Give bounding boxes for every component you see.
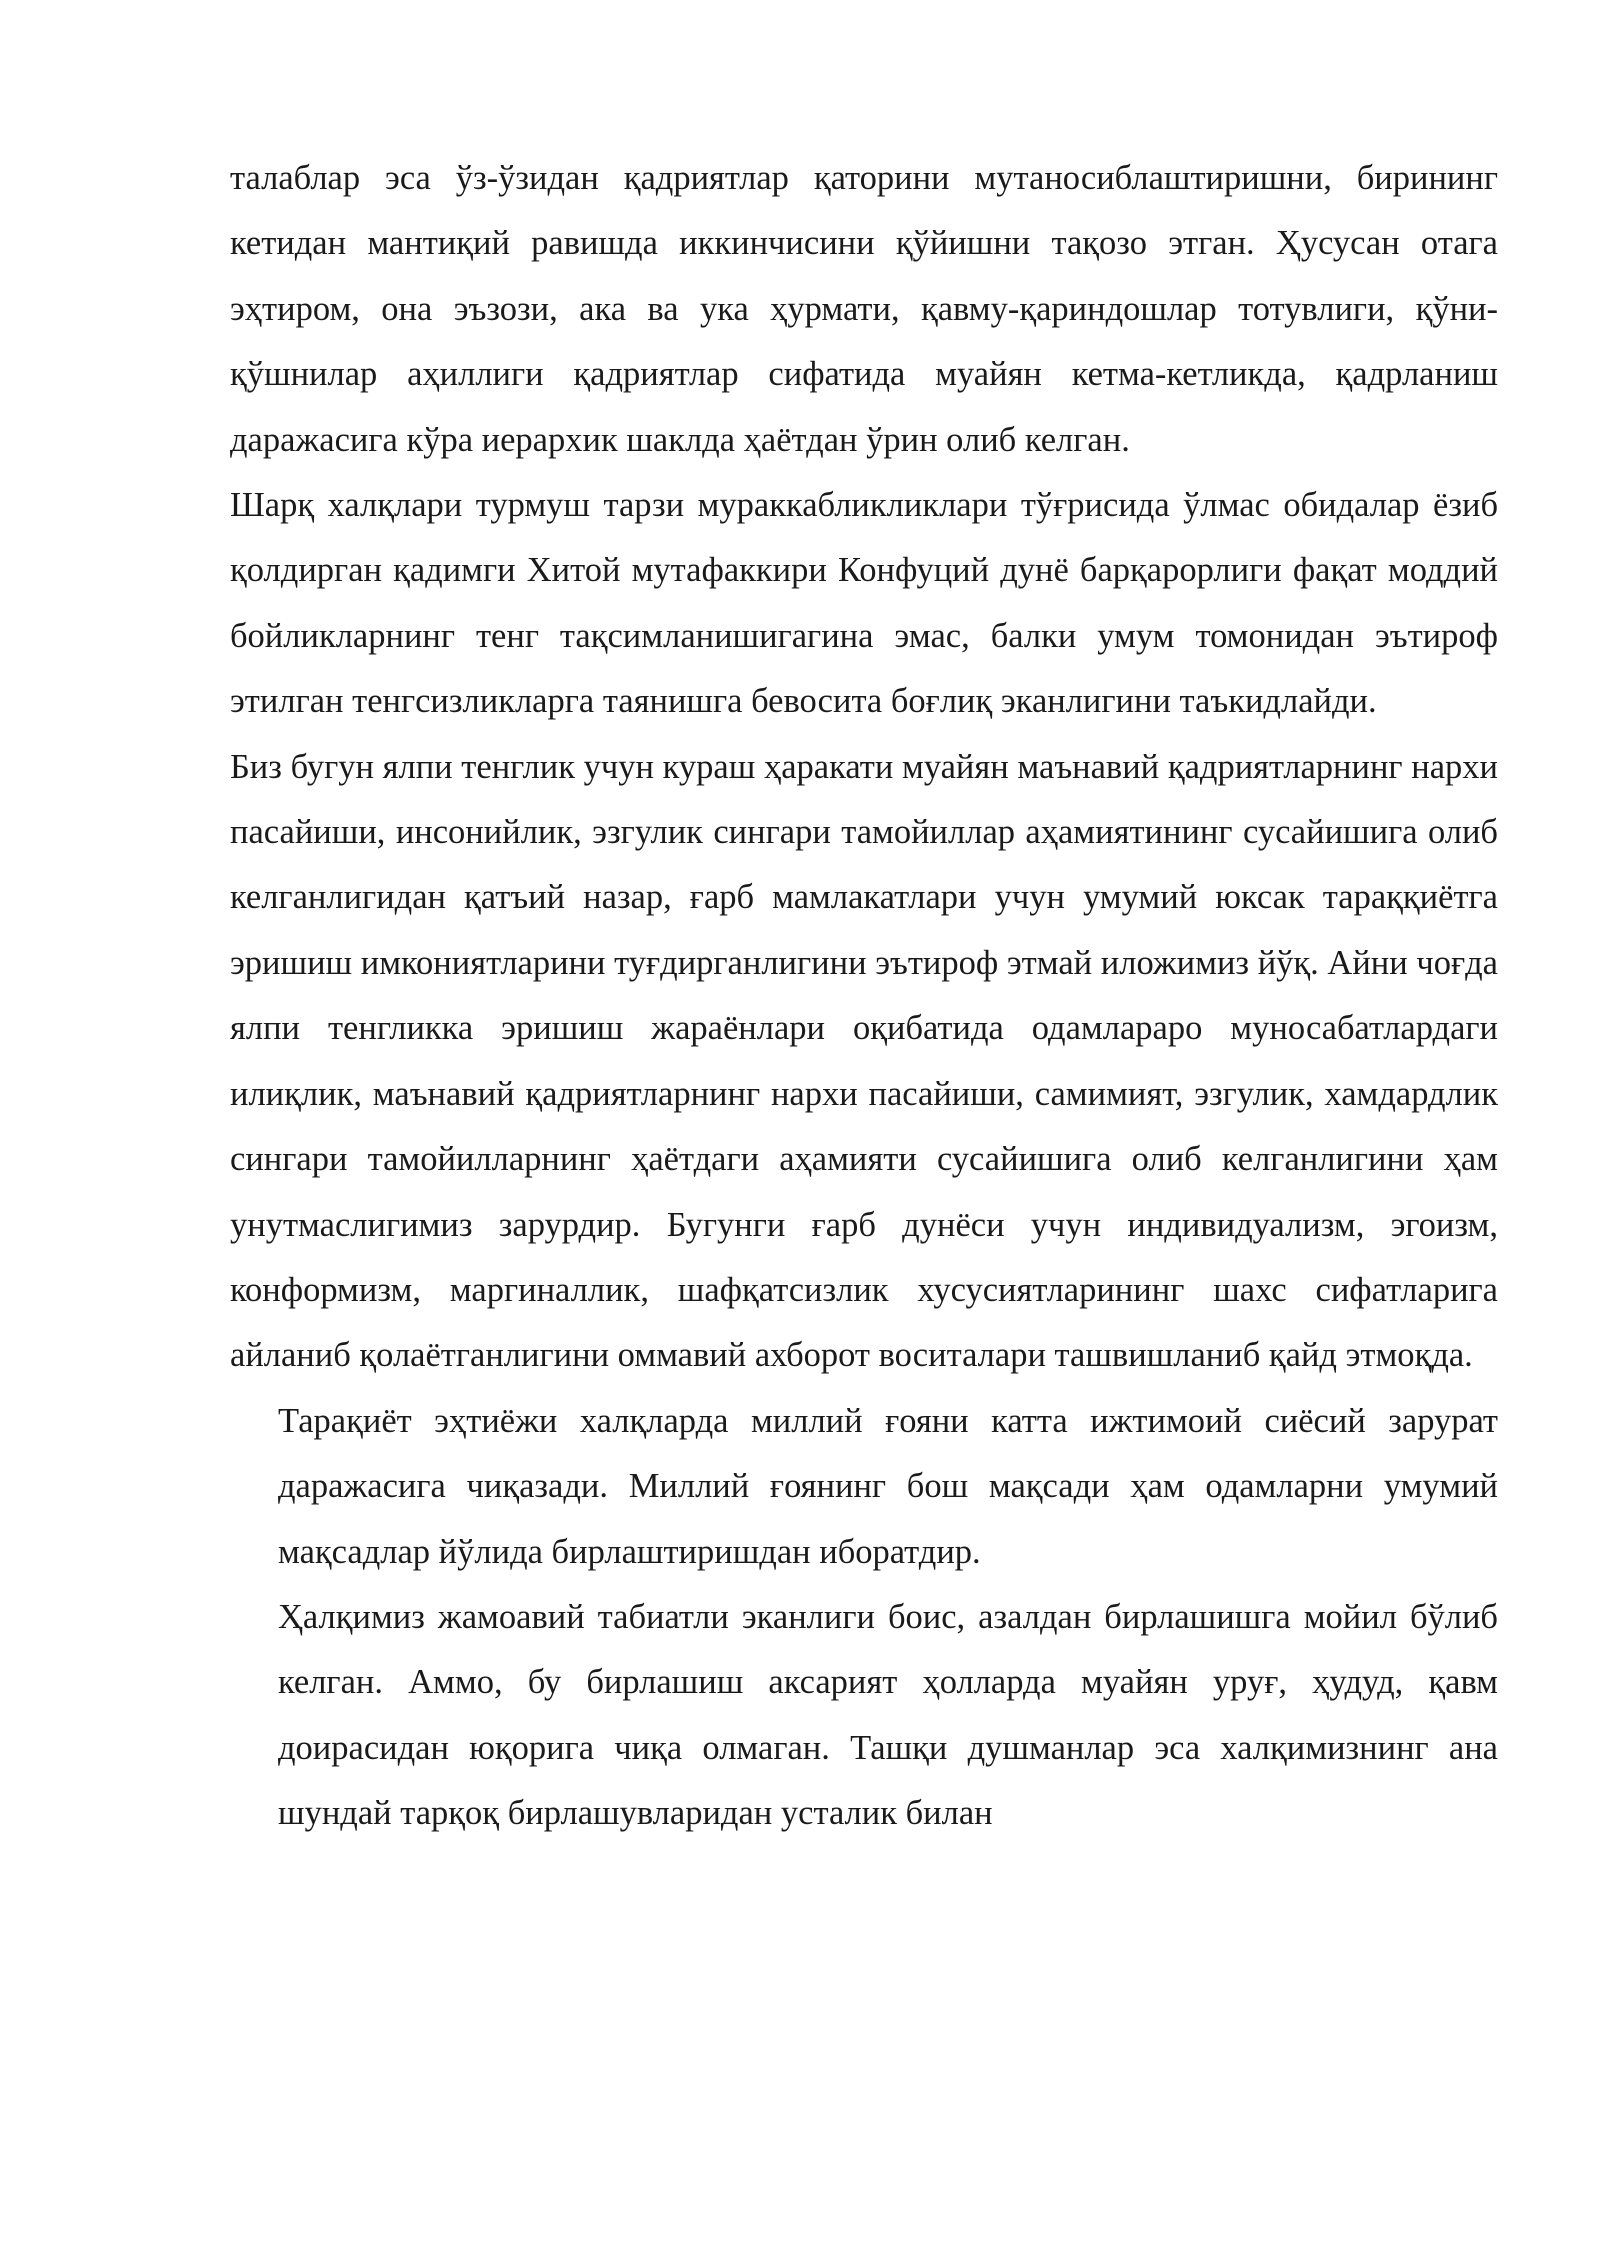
paragraph-national-idea: Тарақиёт эҳтиёжи халқларда миллий ғояни катта ижтимоий сиёсий зарурат даражасига чиқазади. Миллий ғоянинг бош мақсади ҳам одамларни умумий мақсадлар йўлида бирлаштиришдан иборатдир. [278, 1401, 1498, 1571]
paragraph-values-hierarchy: талаблар эса ўз-ўзидан қадриятлар қаторини мутаносиблаштиришни, бирининг кетидан мантиқий равишда иккинчисини қўйишни тақозо этган. Ҳусусан отага эҳтиром, она эъзози, ака ва ука ҳурмати, қавму-қариндошлар тотувлиги, қўни-қўшнилар аҳиллиги қадриятлар сифатида муайян кетма-кетликда, қадрланиш даражасига кўра иерархик шаклда ҳаётдан ўрин олиб келган. [230, 159, 1498, 459]
paragraph-people-unity: Ҳалқимиз жамоавий табиатли эканлиги боис, азалдан бирлашишга мойил бўлиб келган. Аммо, бу бирлашиш аксарият ҳолларда муайян уруғ, ҳудуд, қавм доирасидан юқорига чиқа олмаган. Ташқи душманлар эса халқимизнинг ана шундай тарқоқ бирлашувларидан усталик билан [278, 1597, 1498, 1833]
paragraph-confucius: Шарқ халқлари турмуш тарзи мураккабликликлари тўғрисида ўлмас обидалар ёзиб қолдирган қадимги Хитой мутафаккири Конфуций дунё барқарорлиги фақат моддий бойликларнинг тенг тақсимланишигагина эмас, балки умум томонидан эътироф этилган тенгсизликларга таянишга бевосита боғлиқ эканлигини таъкидлайди. [230, 486, 1498, 721]
document-body [230, 146, 1498, 1847]
paragraph-equality-west: Биз бугун ялпи тенглик учун кураш ҳаракати муайян маънавий қадриятларнинг нархи пасайиши, инсонийлик, эзгулик сингари тамойиллар аҳамиятининг сусайишига олиб келганлигидан қатъий назар, ғарб мамлакатлари учун умумий юксак тараққиётга эришиш имкониятларини туғдирганлигини эътироф этмай иложимиз йўқ. Айни чоғда ялпи тенгликка эришиш жараёнлари оқибатида одамлараро муносабатлардаги илиқлик, маънавий қадриятларнинг нархи пасайиши, самимият, эзгулик, хамдардлик сингари тамойилларнинг ҳаётдаги аҳамияти сусайишига олиб келганлигини ҳам унутмаслигимиз зарурдир. Бугунги ғарб дунёси учун индивидуализм, эгоизм, конформизм, маргиналлик, шафқатсизлик хусусиятларининг шахс сифатларига айланиб қолаётганлигини оммавий ахборот воситалари ташвишланиб қайд этмоқда. [230, 747, 1498, 1375]
